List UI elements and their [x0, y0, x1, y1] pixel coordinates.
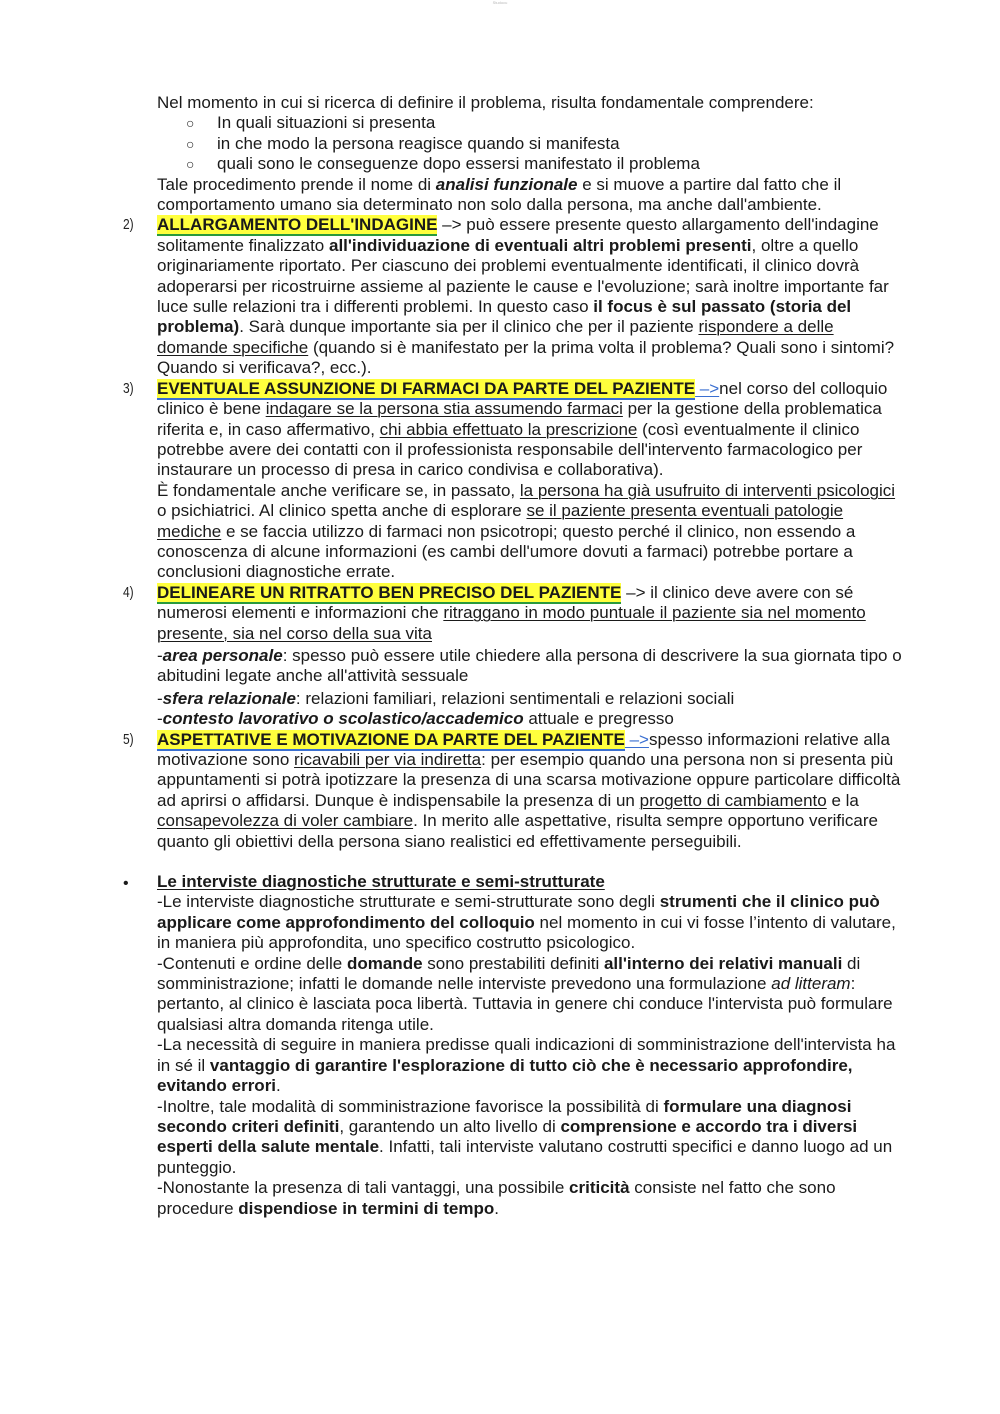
- highlighted-heading: EVENTUALE ASSUNZIONE DI FARMACI DA PARTE DEL PAZIENTE: [157, 378, 696, 398]
- bold-text: domande: [346, 953, 423, 973]
- numbered-item-2: [123, 215, 909, 378]
- bold-text: il focus è sul passato (storia del problema): [157, 297, 852, 337]
- text-run: –> può essere presente questo allargamento dell'indagine solitamente finalizzato: [157, 215, 879, 255]
- text-run: È fondamentale anche verificare se, in passato,: [157, 480, 520, 500]
- interviste-section: [123, 872, 909, 1219]
- text-run: Tale procedimento prende il nome di: [157, 174, 436, 194]
- text-run: nel corso del colloquio clinico è bene: [157, 378, 888, 419]
- bullet-icon: •: [123, 875, 129, 893]
- sfera-relazionale-line: [157, 689, 909, 709]
- item-paragraph: [157, 481, 909, 583]
- bold-text: vantaggio di garantire l'esplorazione di tutto ciò che è necessario approfondire, evitando errori: [157, 1055, 853, 1096]
- text-run: attuale e pregresso: [523, 709, 674, 729]
- list-item: ○ in che modo la persona reagisce quando si manifesta: [157, 134, 909, 154]
- text-run: .: [494, 1198, 499, 1218]
- bold-text: strumenti che il clinico può applicare come approfondimento del colloquio: [157, 892, 880, 932]
- text-run: nel momento in cui vi fosse l’intento di valutare, in maniera più approfondita, uno specifico costrutto psicologico.: [157, 912, 896, 953]
- bold-text: criticità: [569, 1178, 630, 1198]
- bold-italic-term: contesto lavorativo o scolastico/accademico: [162, 709, 524, 729]
- text-run: . Sarà dunque importante sia per il clinico che per il paziente: [239, 317, 699, 337]
- text-run: : per esempio quando una persona non si presenta più appuntamenti si potrà ipotizzare la presenza di una scarsa motivazione oppure particolare difficoltà ad aprirsi o affidarsi. Dunque è indispensabile la presenza di un: [157, 750, 901, 810]
- contesto-line: [157, 709, 909, 729]
- bold-text: all'interno dei relativi manuali: [603, 953, 843, 973]
- list-item: ○ In quali situazioni si presenta: [157, 113, 909, 133]
- underlined-text: se il paziente presenta eventuali patologie mediche: [157, 501, 844, 541]
- underlined-text: ritraggano in modo puntuale il paziente sia nel momento presente, sia nel corso della sua vita: [157, 603, 866, 643]
- text-run: per la gestione della problematica riferita e, in caso affermativo,: [157, 399, 882, 439]
- text-run: –> il clinico deve avere con sé numerosi elementi e informazioni che: [157, 582, 854, 623]
- text-run: : pertanto, al clinico è lasciata poca libertà. Tuttavia in genere chi conduce l'intervista può formulare qualsiasi altra domanda ritenga utile.: [157, 974, 893, 1034]
- analisi-funzionale-term: analisi funzionale: [435, 174, 578, 194]
- item-number: 4): [123, 583, 134, 601]
- text-run: o psichiatrici. Al clinico spetta anche di esplorare: [157, 501, 527, 521]
- text-run: (quando si è manifestato per la prima volta il problema? Quali sono i sintomi? Quando si verificava?, ecc.).: [157, 337, 895, 378]
- section-paragraph: [157, 954, 909, 1036]
- text-run: . In merito alle aspettative, risulta sempre opportuno verificare quanto gli obiettivi della persona siano realistici ed effettivamente perseguibili.: [157, 811, 878, 851]
- text-run: -Le interviste diagnostiche strutturate e semi-strutturate sono degli: [157, 892, 660, 912]
- section-paragraph: [157, 1178, 909, 1219]
- arrow-icon: –>: [695, 378, 720, 398]
- bold-text: dispendiose in termini di tempo: [238, 1198, 495, 1218]
- arrow-icon: –>: [624, 729, 649, 749]
- bold-italic-term: area personale: [162, 645, 283, 665]
- dash: -: [157, 709, 163, 729]
- dash: -: [157, 688, 163, 708]
- item-paragraph: [157, 379, 909, 481]
- text-run: e la: [826, 790, 859, 810]
- intro-paragraph: Nel momento in cui si ricerca di definire il problema, risulta fondamentale comprendere:: [157, 93, 814, 112]
- text-run: sono prestabiliti definiti: [422, 953, 604, 973]
- item-number: 3): [123, 379, 134, 397]
- area-personale-line: [157, 646, 909, 687]
- item-number: 2): [123, 216, 134, 234]
- text-run: -Inoltre, tale modalità di somministrazione favorisce la possibilità di: [157, 1096, 664, 1116]
- underlined-text: progetto di cambiamento: [639, 790, 827, 810]
- numbered-item-5: [123, 729, 909, 852]
- text-run: consiste nel fatto che sono procedure: [157, 1178, 836, 1218]
- text-run: : relazioni familiari, relazioni sentimentali e relazioni sociali: [295, 688, 735, 708]
- item-paragraph: [157, 730, 909, 852]
- text-run: , garantendo un alto livello di: [339, 1116, 561, 1136]
- text-run: : spesso può essere utile chiedere alla persona di descrivere la sua giornata tipo o abitudini legate anche all'attività sessuale: [157, 645, 902, 686]
- text-run: e si muove a partire dal fatto che il comportamento umano sia determinato non solo dalla persona, ma anche dall'ambiente.: [157, 174, 842, 215]
- document-body: [123, 93, 909, 1219]
- underlined-text: rispondere a delle domande specifiche: [157, 317, 834, 357]
- highlighted-heading: ASPETTATIVE E MOTIVAZIONE DA PARTE DEL PAZIENTE: [157, 729, 625, 749]
- italic-text: ad litteram: [771, 974, 851, 994]
- section-paragraph: [157, 1035, 909, 1096]
- section-paragraph: [157, 1097, 909, 1179]
- analisi-paragraph: [157, 175, 909, 216]
- list-item: ○ quali sono le conseguenze dopo essersi manifestato il problema: [157, 154, 909, 174]
- item-number: 5): [123, 730, 134, 748]
- underlined-text: chi abbia effettuato la prescrizione: [379, 419, 638, 439]
- underlined-text: la persona ha già usufruito di interventi psicologici: [519, 480, 896, 500]
- header-watermark: Studocu: [492, 0, 508, 5]
- item-paragraph: [157, 583, 909, 644]
- section-title: Le interviste diagnostiche strutturate e semi-strutturate: [157, 872, 605, 892]
- text-run: (così eventualmente il clinico potrebbe avere dei contatti con il professionista responsabile dell'intervento farmacologico per instaurare un processo di presa in carico condivisa e collaborativa).: [157, 419, 863, 480]
- document-page: [0, 93, 1000, 1219]
- underlined-text: indagare se la persona stia assumendo farmaci: [265, 399, 623, 419]
- underlined-text: ricavabili per via indiretta: [294, 750, 482, 769]
- text-run: -Nonostante la presenza di tali vantaggi, una possibile: [157, 1178, 570, 1198]
- dash: -: [157, 645, 163, 665]
- highlighted-heading: ALLARGAMENTO DELL'INDAGINE: [157, 215, 438, 235]
- section-paragraph: [157, 892, 909, 953]
- item-paragraph: [157, 215, 909, 378]
- bold-text: comprensione e accordo tra i diversi esperti della salute mentale: [157, 1116, 858, 1157]
- text-run: , oltre a quello originariamente riportato. Per ciascuno dei problemi eventualmente identificati, il clinico dovrà adoperarsi per ricostruirne assieme al paziente le cause e l'evoluzione; sarà inoltre importante far luce sulle relazioni tra i differenti problemi. In questo caso: [157, 235, 889, 317]
- text-run: . Infatti, tali interviste valutano costrutti specifici e danno luogo ad un punteggio.: [157, 1137, 893, 1177]
- text-run: .: [276, 1076, 281, 1096]
- text-run: -Contenuti e ordine delle: [157, 953, 347, 973]
- text-run: -La necessità di seguire in maniera predisse quali indicazioni di somministrazione dell'intervista ha in sé il: [157, 1035, 896, 1075]
- bold-text: all'individuazione di eventuali altri problemi presenti: [328, 235, 752, 255]
- bold-italic-term: sfera relazionale: [162, 688, 296, 708]
- numbered-item-4: [123, 582, 909, 730]
- text-run: e se faccia utilizzo di farmaci non psicotropi; questo perché il clinico, non essendo a conoscenza di alcune informazioni (es cambi dell'umore dovuti a farmaci) potrebbe portare a conclusioni diagnostiche errate.: [157, 521, 856, 582]
- intro-bullet-list: [157, 113, 909, 174]
- text-run: di somministrazione; infatti le domande nelle interviste prevedono una formulazione: [157, 953, 861, 994]
- numbered-item-3: [123, 378, 909, 583]
- bold-text: formulare una diagnosi secondo criteri definiti: [157, 1096, 852, 1136]
- highlighted-heading: DELINEARE UN RITRATTO BEN PRECISO DEL PAZIENTE: [157, 582, 622, 602]
- underlined-text: consapevolezza di voler cambiare: [157, 811, 414, 831]
- text-run: spesso informazioni relative alla motivazione sono: [157, 729, 890, 769]
